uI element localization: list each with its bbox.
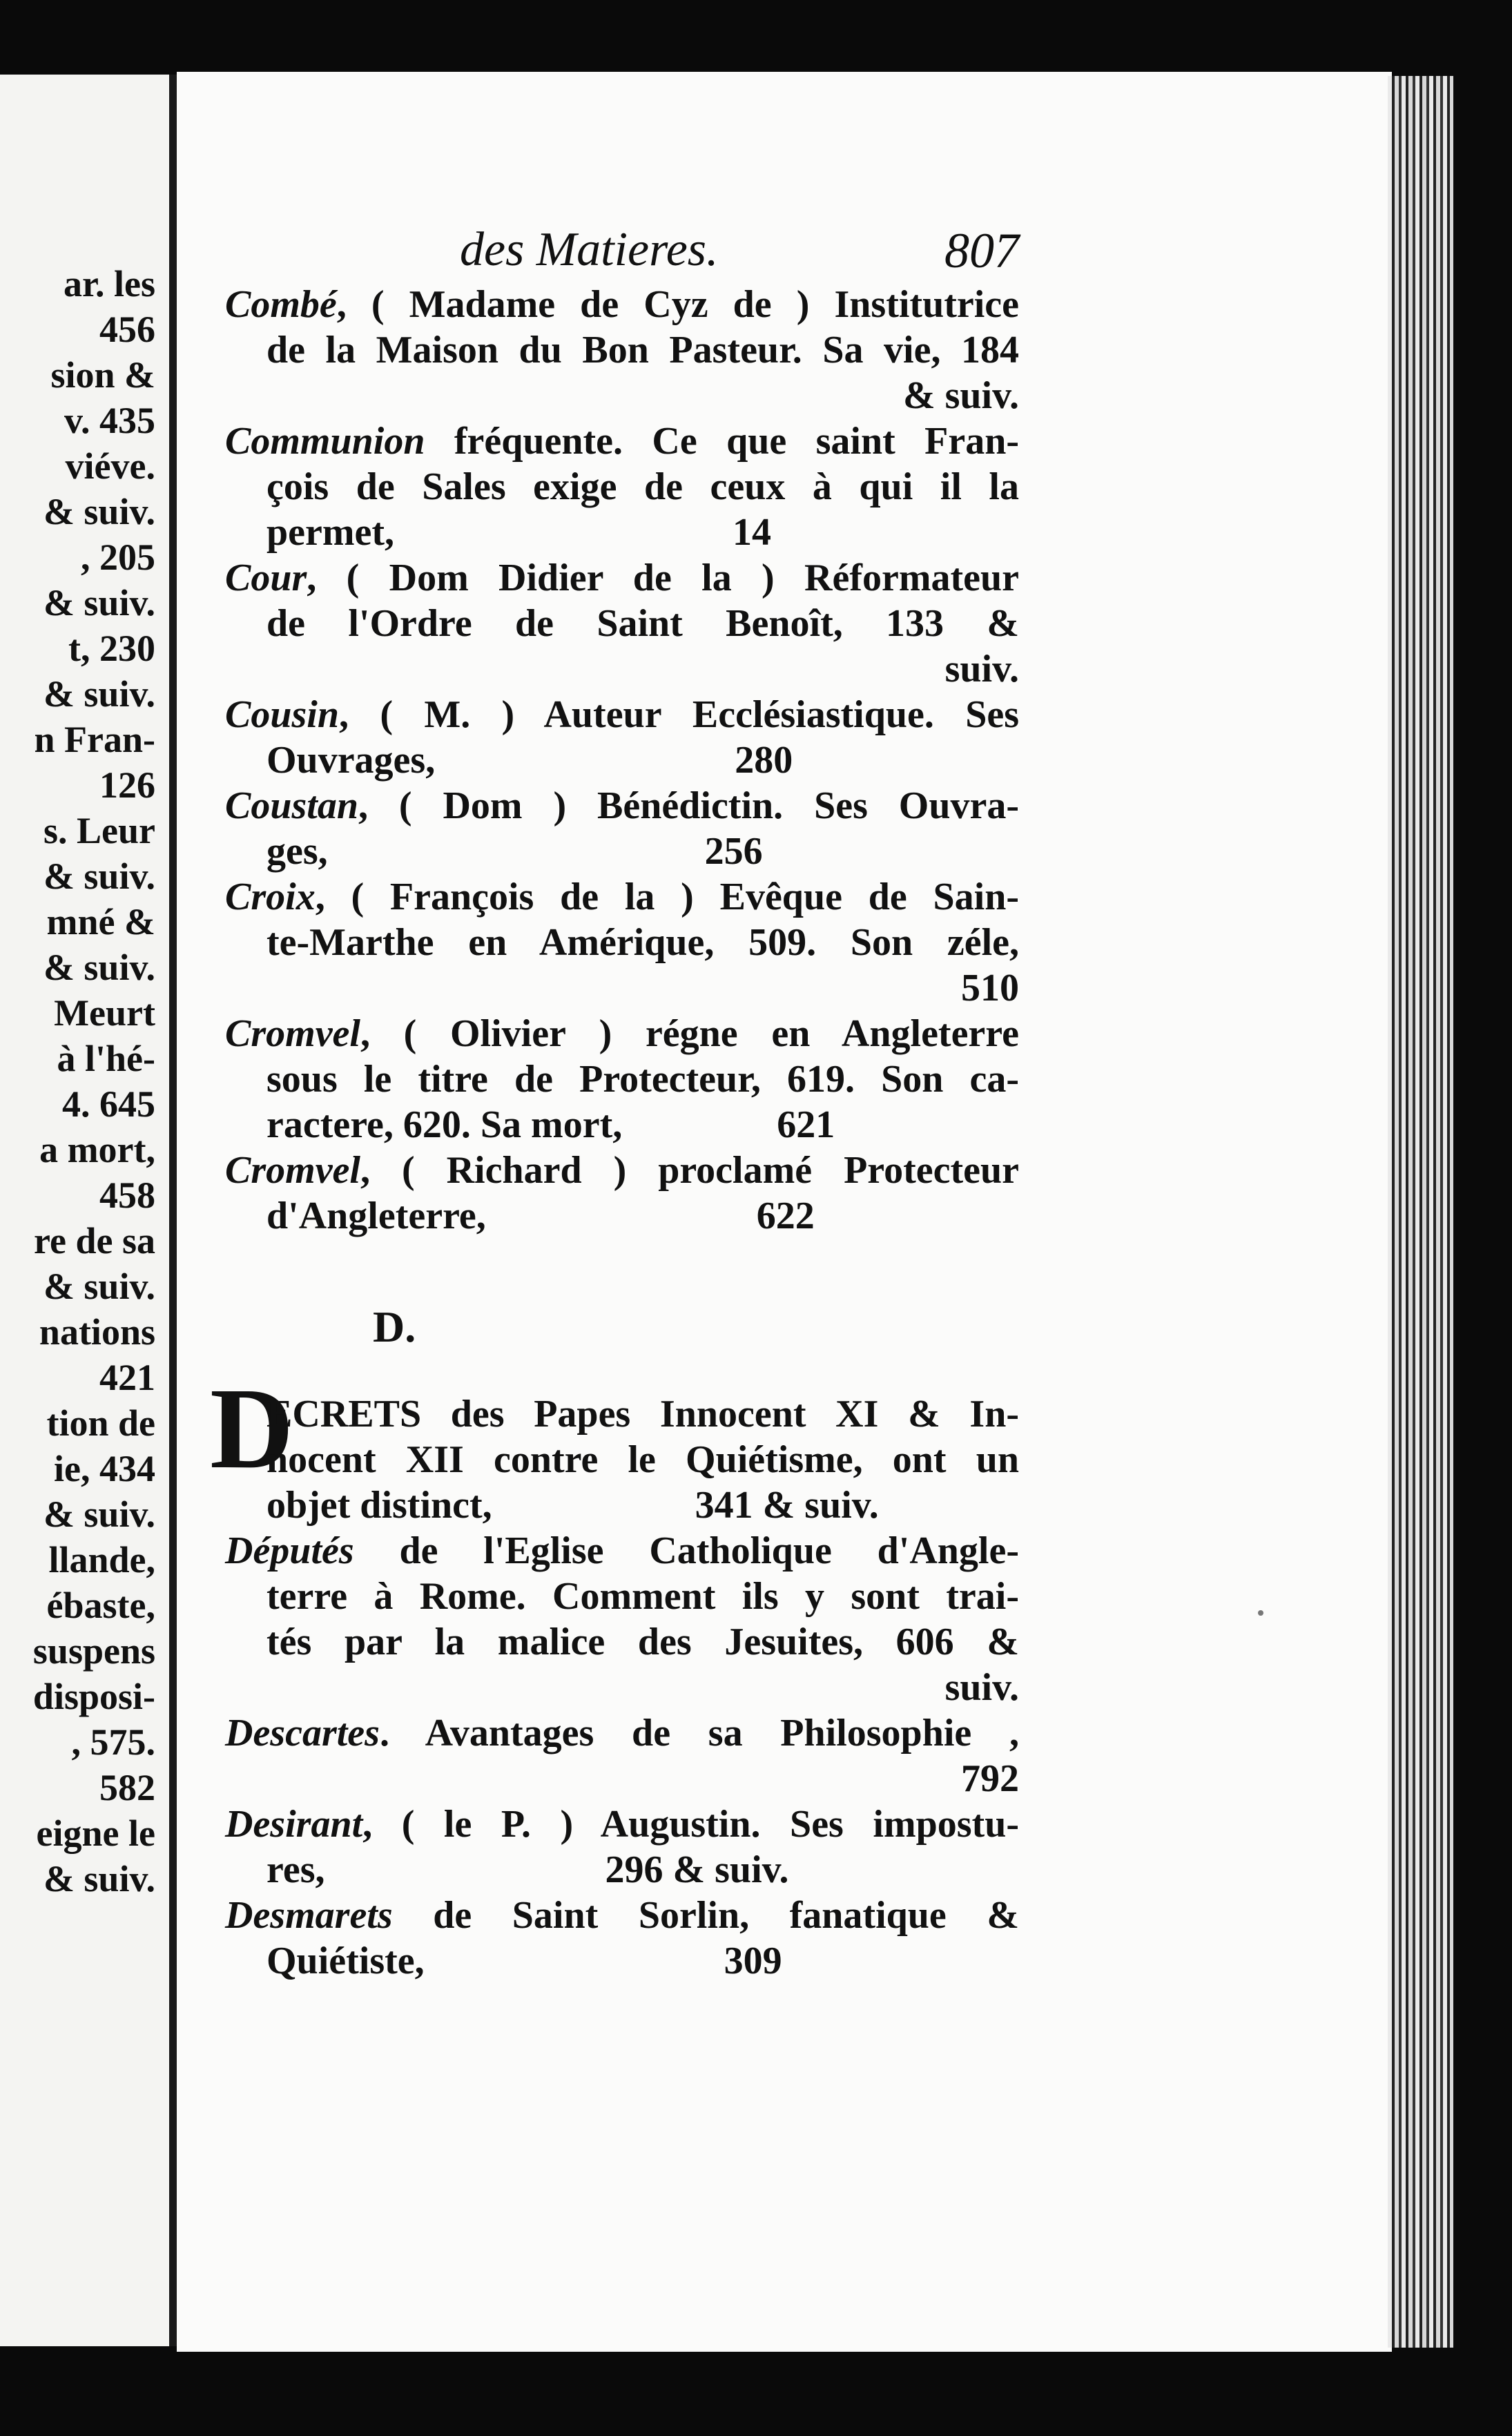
entry-text: permet, 14	[266, 511, 772, 554]
index-line	[225, 555, 1019, 601]
left-page-fragment: ar. les	[64, 263, 155, 304]
left-page-fragment: & suiv.	[43, 582, 155, 624]
paper-speck	[1258, 1610, 1263, 1616]
index-line	[266, 920, 1019, 965]
left-page-fragment: t, 230	[68, 628, 155, 669]
entry-text: , ( Olivier ) régne en Angleterre	[360, 1012, 1019, 1055]
index-line	[225, 1710, 1019, 1756]
index-line	[266, 1391, 1019, 1437]
entry-text: fréquente. Ce que saint Fran-	[425, 420, 1019, 463]
entry-text: 792	[961, 1757, 1019, 1800]
index-line	[225, 1893, 1019, 1938]
left-page-fragment: & suiv.	[43, 1494, 155, 1535]
index-line	[266, 1619, 1019, 1665]
index-line	[225, 1665, 1019, 1710]
left-page-fragment: ie, 434	[54, 1448, 155, 1489]
index-line	[225, 1148, 1019, 1193]
left-page-fragment: disposi-	[32, 1676, 155, 1717]
entry-text: , ( le P. ) Augustin. Ses impostu-	[362, 1803, 1019, 1846]
entry-headword: Cromvel	[225, 1012, 360, 1055]
entry-text: objet distinct, 341 & suiv.	[266, 1484, 879, 1527]
entry-text: tés par la malice des Jesuites, 606 &	[266, 1621, 1019, 1663]
left-page-fragment: & suiv.	[43, 856, 155, 897]
index-line	[266, 510, 1019, 555]
index-line	[225, 965, 1019, 1011]
entry-text: , ( François de la ) Evêque de Sain-	[315, 876, 1019, 918]
left-page-fragment: eigne le	[36, 1812, 155, 1854]
entry-headword: Desmarets	[225, 1894, 393, 1937]
index-line	[225, 783, 1019, 829]
entry-text: ges, 256	[266, 830, 763, 873]
left-page-fragment: Meurt	[54, 992, 155, 1034]
entry-headword: Croix	[225, 876, 316, 918]
left-page-fragment: mné &	[46, 901, 155, 942]
entry-headword: Communion	[225, 420, 425, 463]
left-page-fragment: a mort,	[39, 1129, 155, 1170]
entry-headword: Desirant	[225, 1803, 363, 1846]
entry-text: 510	[961, 967, 1019, 1009]
index-line	[266, 1574, 1019, 1619]
entry-text: d'Angleterre, 622	[266, 1195, 815, 1237]
entry-text: , ( M. ) Auteur Ecclésiastique. Ses	[339, 693, 1019, 736]
index-line	[266, 1102, 1019, 1148]
entry-headword: Députés	[225, 1529, 354, 1572]
left-page-fragment: suspens	[32, 1630, 155, 1672]
left-page-fragment: ébaste,	[46, 1585, 155, 1626]
entry-headword: Cousin	[225, 693, 339, 736]
index-line	[225, 1801, 1019, 1847]
left-page-fragment: à l'hé-	[57, 1038, 155, 1079]
left-page-fragment: s. Leur	[43, 810, 155, 851]
page-number: 807	[944, 223, 1019, 278]
index-line	[225, 874, 1019, 920]
left-page-fragment: 421	[99, 1357, 155, 1398]
left-page-fragment: & suiv.	[43, 491, 155, 532]
index-line	[225, 692, 1019, 737]
left-page-fragment: & suiv.	[43, 673, 155, 715]
index-line	[266, 1193, 1019, 1239]
drop-capital: D	[210, 1364, 294, 1493]
entry-text: de l'Eglise Catholique d'Angle-	[353, 1529, 1019, 1572]
index-line	[266, 1482, 1019, 1528]
entry-text: suiv.	[944, 1666, 1019, 1709]
entry-text: nocent XII contre le Quiétisme, ont un	[266, 1438, 1019, 1481]
entry-text: suiv.	[944, 648, 1019, 690]
left-page-fragment: 456	[99, 309, 155, 350]
page-header	[225, 222, 1019, 278]
entry-text: ECRETS des Papes Innocent XI & In-	[266, 1393, 1019, 1436]
index-line	[266, 1938, 1019, 1984]
entry-text: sous le titre de Protecteur, 619. Son ca-	[266, 1058, 1019, 1101]
left-page-fragment: , 205	[81, 536, 155, 578]
entry-headword: Combé	[225, 283, 337, 326]
entry-text: çois de Sales exige de ceux à qui il la	[266, 465, 1019, 508]
index-line	[225, 1756, 1019, 1801]
left-page-fragment: 582	[99, 1767, 155, 1808]
entry-text: , ( Dom ) Bénédictin. Ses Ouvra-	[358, 784, 1019, 827]
index-line	[225, 1011, 1019, 1056]
index-line	[225, 646, 1019, 692]
index-line	[225, 1528, 1019, 1574]
left-page-fragment: v. 435	[64, 400, 155, 441]
left-page-fragment: viéve.	[65, 445, 155, 487]
entry-text: Quiétiste, 309	[266, 1940, 782, 1982]
left-page-fragment: llande,	[48, 1539, 155, 1580]
entry-text: ractere, 620. Sa mort, 621	[266, 1103, 835, 1146]
index-line	[266, 327, 1019, 373]
left-page-fragment: n Fran-	[34, 719, 155, 760]
entry-headword: Cromvel	[225, 1149, 360, 1192]
entry-text: , ( Richard ) proclamé Protecteur	[360, 1149, 1019, 1192]
entry-headword: Coustan	[225, 784, 358, 827]
left-page-fragment: , 575.	[71, 1721, 155, 1763]
left-page-fragment: & suiv.	[43, 1266, 155, 1307]
index-line	[225, 373, 1019, 418]
index-line	[266, 464, 1019, 510]
entry-text: & suiv.	[902, 374, 1019, 417]
index-line	[266, 1847, 1019, 1893]
index-line	[225, 418, 1019, 464]
left-page-fragment: tion de	[46, 1402, 155, 1444]
page-edge	[1388, 76, 1453, 2348]
running-title: des Matieres.	[460, 223, 719, 276]
left-page-fragment: & suiv.	[43, 1858, 155, 1900]
left-page-fragment: re de sa	[34, 1220, 155, 1262]
index-line	[266, 1437, 1019, 1482]
entry-text: de Saint Sorlin, fanatique &	[392, 1894, 1019, 1937]
left-page-fragment: 458	[99, 1174, 155, 1216]
entry-text: te-Marthe en Amérique, 509. Son zéle,	[266, 921, 1019, 964]
index-line	[266, 601, 1019, 646]
left-page-fragment: 126	[99, 764, 155, 806]
entry-text: Ouvrages, 280	[266, 739, 793, 782]
index-line	[225, 282, 1019, 327]
entry-text: , ( Dom Didier de la ) Réformateur	[307, 557, 1019, 599]
entry-text: res, 296 & suiv.	[266, 1848, 789, 1891]
index-line	[266, 737, 1019, 783]
entry-text: terre à Rome. Comment ils y sont trai-	[266, 1575, 1019, 1618]
left-page-fragment: nations	[39, 1311, 155, 1353]
entry-text: , ( Madame de Cyz de ) Institutrice	[336, 283, 1019, 326]
index-line	[266, 829, 1019, 874]
left-page-fragment: 4. 645	[62, 1083, 155, 1125]
left-page-fragment: & suiv.	[43, 947, 155, 988]
entry-headword: Cour	[225, 557, 307, 599]
entry-text: de la Maison du Bon Pasteur. Sa vie, 184	[266, 329, 1019, 371]
left-facing-page	[0, 75, 169, 2346]
index-line	[266, 1056, 1019, 1102]
left-page-fragment: sion &	[50, 354, 155, 396]
entry-text: de l'Ordre de Saint Benoît, 133 &	[266, 602, 1019, 645]
entry-headword: Descartes	[225, 1712, 380, 1754]
section-letter: D.	[373, 1302, 416, 1351]
entry-text: . Avantages de sa Philosophie ,	[379, 1712, 1019, 1754]
